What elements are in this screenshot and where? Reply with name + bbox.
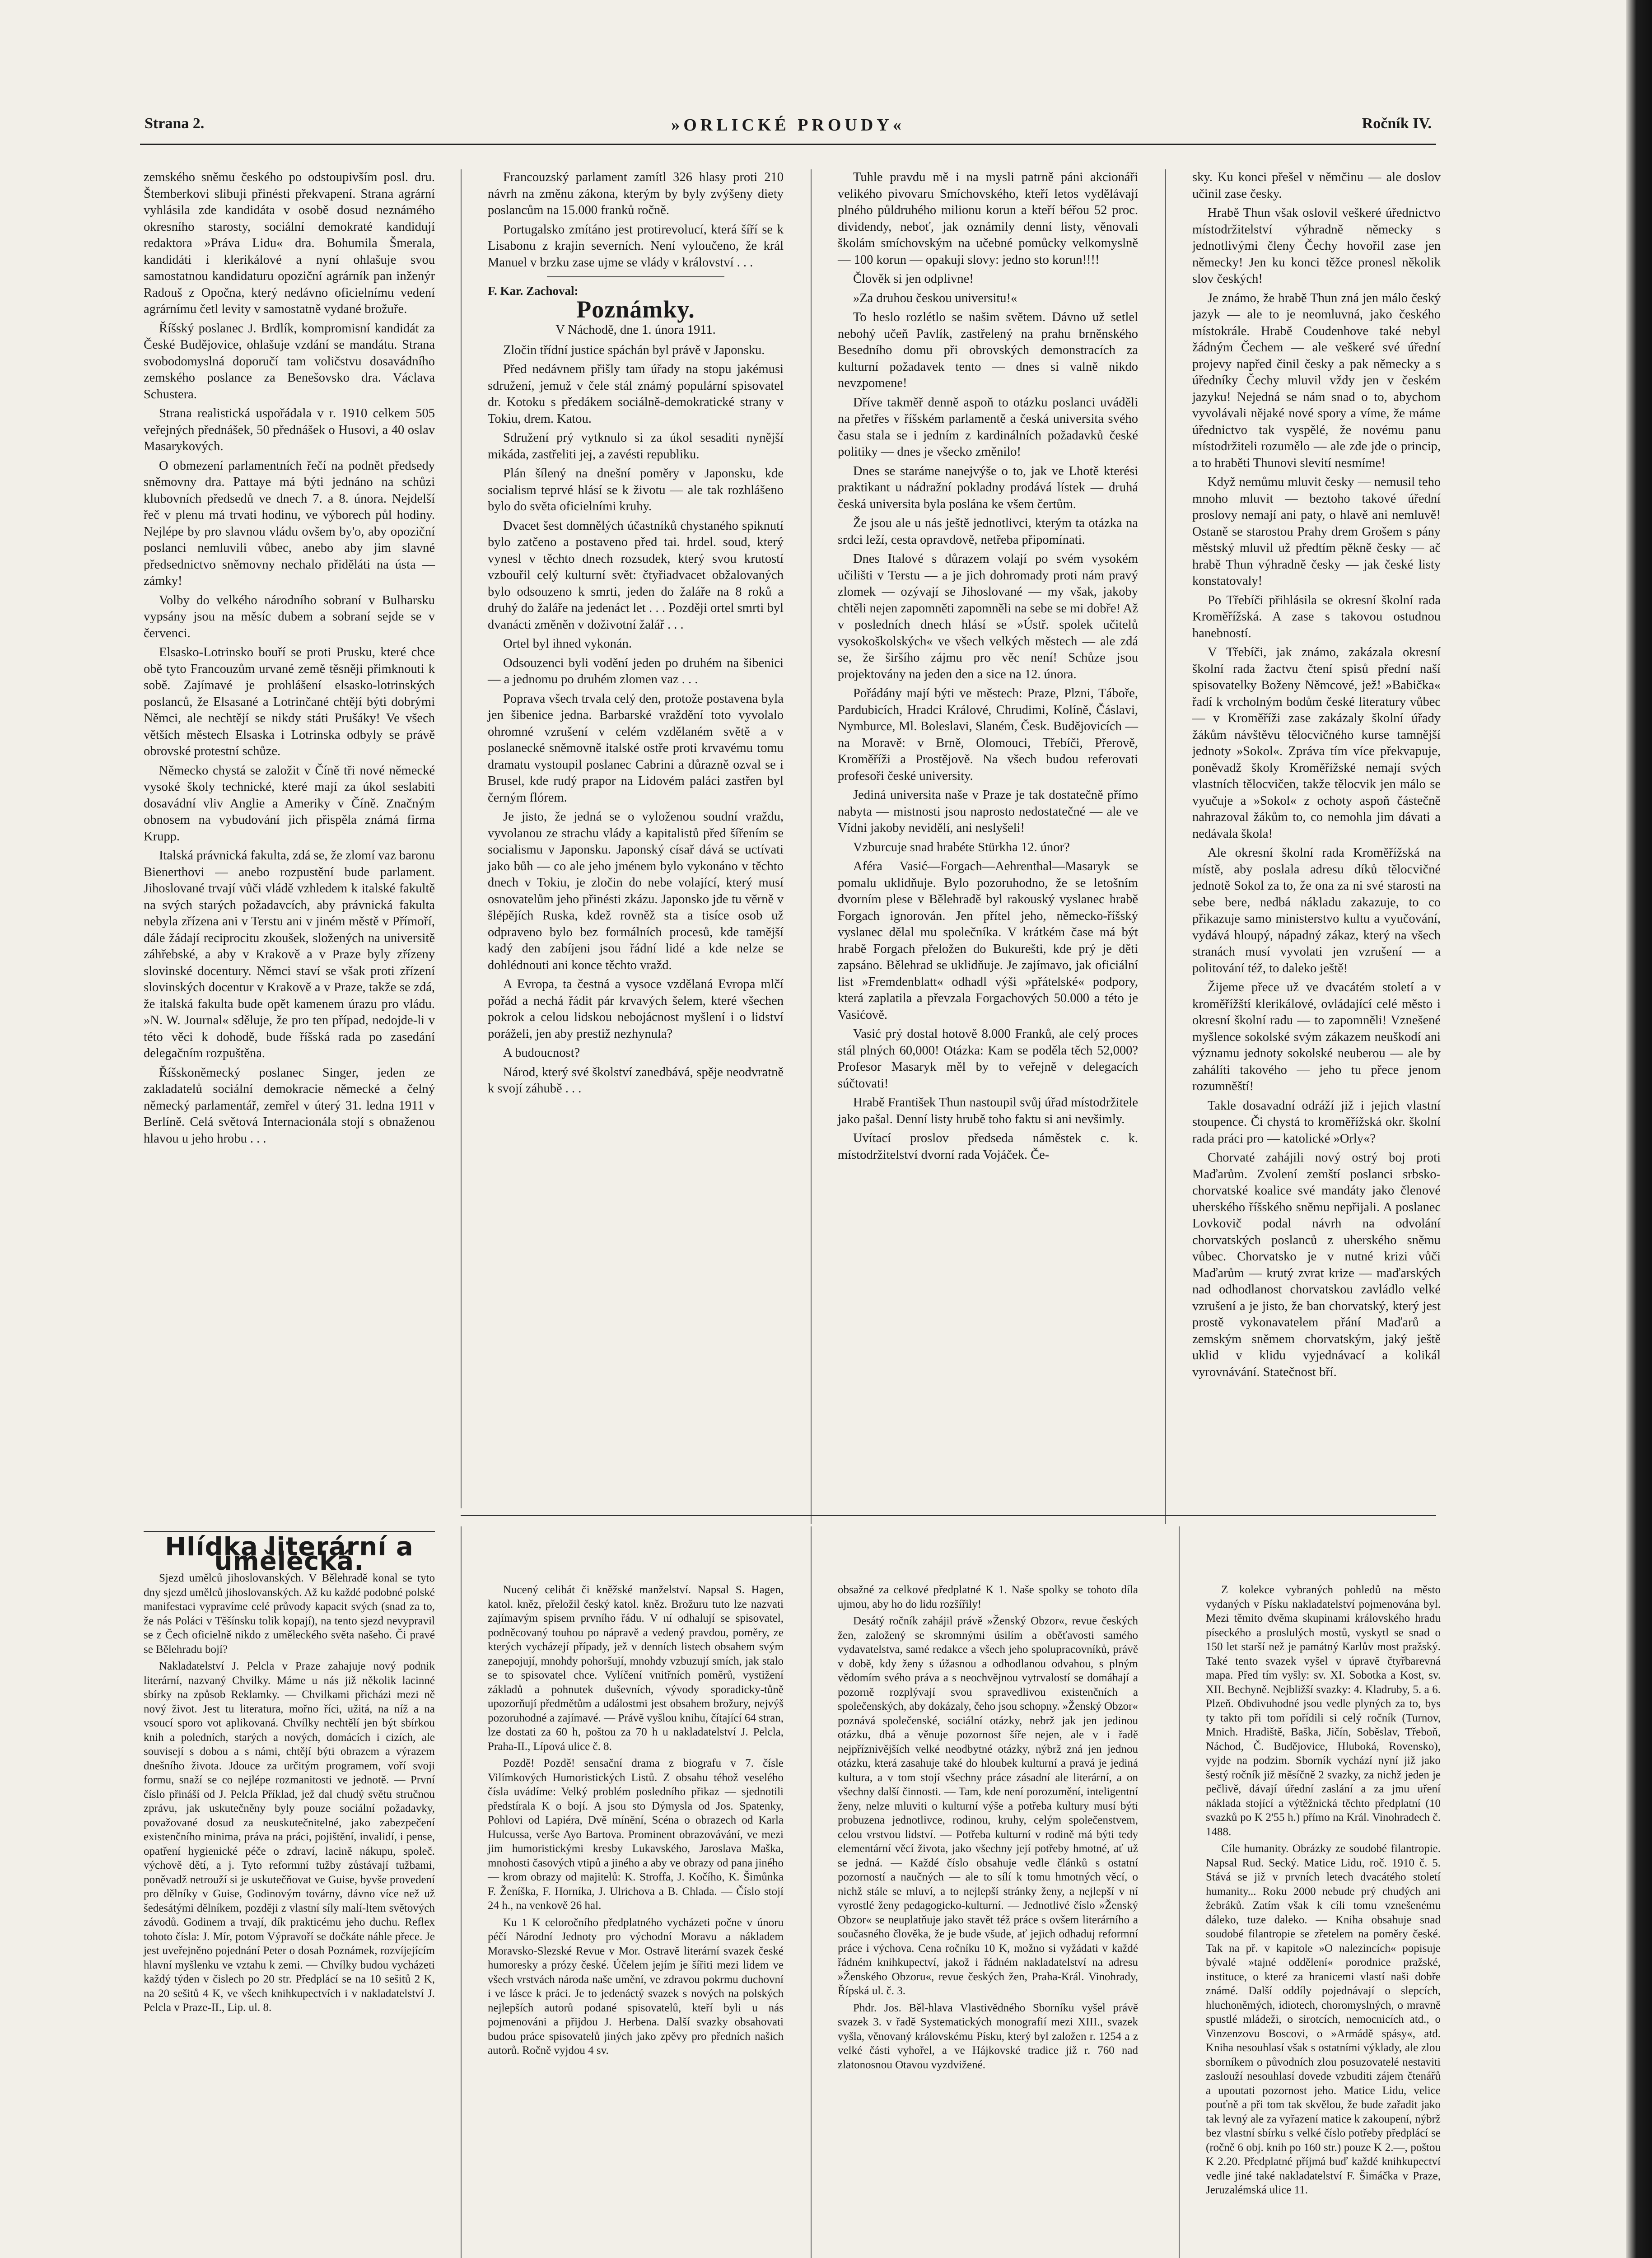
literary-paragraph: Nucený celibát či kněžské manželství. Napsal S. Hagen, katol. kněz, přeložil český katol. kněz. Brožuru tuto lze nazvati zajímavým spisem prvního řádu. V ní odhalují se spisovatel, podněcovaný touhou po nápravě a vedený pravdou, poměry, ze kterých vycházejí případy, jež v denních listech obsahem svým zanepojují, mnohdy pohoršují, mnohdy vzbuzují smích, jak stalo se to spisovatel chce. Vylíčení vnitřních poměrů, vystižení základů a pohnutek duševních, vývody sporadicky-tůně upozorňují předmětům a událostmi jest obsahem brožury, nejvýš pozoruhodné a zajímavé. — Právě vyšlou knihu, čítající 64 stran, lze dostati za 60 h, poštou za 70 h u nakladatelství J. Pelcla, Praha-II., Lípová ulice č. 8. xyxy=(488,1584,784,1753)
news-paragraph: Volby do velkého národního sobraní v Bulharsku vypsány jsou na měsíc dubem a sobraní sejde se v červenci. xyxy=(144,593,435,640)
column-divider xyxy=(811,169,812,1524)
article-paragraph: V Třebíči, jak známo, zakázala okresní školní rada žactvu čtení spisů přední naší spisovatelky Boženy Němcové, jež! »Babička« řadí k vrcholným bodům české literatury vůbec — v Kroměříži zase zakázaly školní úřady žákům návštěvu tělocvičného kurse tamnější jednoty »Sokol«. Zpráva tím více překvapuje, poněvadž školy Kroměřížské nemají svých vlastních tělocvičen, takže tělocvik jen málo se vyučuje a »Sokol« z ochoty aspoň částečně nahrazoval žákům to, co nemohla jim dávati a nedávala škola! xyxy=(1192,645,1441,841)
literary-paragraph: Z kolekce vybraných pohledů na město vydaných v Písku nakladatelství pojmenována byl. Mezi těmito dvěma skupinami královského hradu píseckého a proslulých mostů, vyskytl se snad o 150 let starší než je památný Karlův most pražský. Také tento svazek vyšel v úpravě čtyřbarevná mapa. Před tím vyšly: sv. XI. Sobotka a Kost, sv. XII. Bechyně. Nejbližší svazky: 4. Kladruby, 5. a 6. Plzeň. Obdivuhodné jsou vedle plyných za to, bys ty takto při tom pořídili si celý ročník (Turnov, Mnich. Hradiště, Baška, Jičín, Soběslav, Třeboň, Náchod, Č. Budějovice, Hluboká, Rovensko), vyjde na podzim. Sborník vychází nyní již jako šestý ročník již měsíčně 2 svazky, za nichž jeden je pečlivě, dávají úřední zaslání a za jmu uření náklada stojící a výtěžnická těchto předplatní (10 svazků po K 2'55 h.) přímo na Král. Vinohradech č. 1488. xyxy=(1206,1584,1441,1838)
news-paragraph: Strana realistická uspořádala v r. 1910 celkem 505 veřejných přednášek, 50 přednášek o Husovi, a 40 oslav Masarykových. xyxy=(144,406,435,453)
article-paragraph: Chorvaté zahájili nový ostrý boj proti Maďarům. Zvolení zemští poslanci srbsko-chorvatské koalice své mandáty jako členové uherského říšského sněmu nepřijali. A poslanec Lovkovič podal návrh na odvolání chorvatských poslanců z uherského sněmu vůbec. Chorvatsko je v nutné krizi vůči Maďarům — krutý zvrat krize — maďarských nad odhodlanost chorvatskou zavládlo velké vzrušení a je jisto, že ban chorvatský, který jest prostě vykonavatelem přání Maďarů a zemským sněmem chorvatským, jaký ještě uklid v klidu vyjednávací a kolikál vyrovnávání. Statečnost bří. xyxy=(1192,1151,1441,1379)
news-column-2 xyxy=(488,169,784,1511)
article-paragraph: Člověk si jen odplivne! xyxy=(853,272,974,286)
article-paragraph: Aféra Vasić—Forgach—Aehrenthal—Masaryk se pomalu uklidňuje. Bylo pozoruhodno, že se letošním dvorním plese v Bělehradě byl rakouský vyslanec hrabě Forgach ignorován. Jen přítel jeho, německo-říšský vyslanec dělal mu společníka. V krátkém čase má být hrabě Forgach přeložen do Bukurešti, kde prý je děti zapsáno. Bělehrad se uklidňuje. Je zajímavo, jak oficiální list »Fremdenblatt« odhadl výši »přátelské« podpory, která zaplatila a převzala Forgachových 50.000 a této je Vasićově. xyxy=(838,859,1138,1022)
literary-column-2 xyxy=(488,1583,784,2258)
news-paragraph: Říšský poslanec J. Brdlík, kompromisní kandidát za České Budějovice, ohlašuje vzdání se mandátu. Strana svobodomyslná doporučí tam voličstvu dosavádního zemského poslance za Benešovsko dra. Václava Schustera. xyxy=(144,321,435,401)
article-paragraph: Zločin třídní justice spáchán byl právě v Japonsku. xyxy=(503,343,765,357)
article-paragraph: Ortel byl ihned vykonán. xyxy=(503,637,632,651)
literary-paragraph: Nakladatelství J. Pelcla v Praze zahajuje nový podnik literární, nazvaný Chvilky. Máme u nás již několik lacinné sbírky na způsob Reklamky. — Chvilkami přicházi mezi ně nový život. Jest tu literatura, mořno říci, užitá, na níž a na vsoucí sporo vot aplikovaná. Chvílky nechtělí jen být sbírkou knih a poledních, starých a nových, domácích i cizích, ale souvisejí s dobou a s námi, chtějí býti obrazem a výrazem dnešního života. Jdouce za určitým programem, voří svoji formu, snaží se co nejlépe rozmanitosti ve jednotě. — První číslo přináší od J. Pelcla Příklad, jež dal chudý světu stručnou zprávu, jak uskutečněny byly pouze sociální požadavky, považované dosud za neuskutečnitelné, jako zabezpečení existenčního minima, práva na práci, pojištění, invalidí, i pense, opatření hygienické péče o zdraví, lacině nákupu, společ. výchově dětí, a j. Tyto reformní tužby zůstávají tužbami, poněvadž netrouží si je uskutečňovat ve Guise, byvše provedení pro dělníky v Guise, Godinovým továrny, dávno více než už šedesátými dělníkem, později z vlastní síly malí-ltem světových závodů. Godinem a trvají, dík prakticému jeho duchu. Reflex tohoto čísla: J. Mír, potom Výpravoří se dočkáte náhle přece. Je jest uveřejněno pojednání Peter o dosah Poznámek, rozvíjejícím hlavní myšlenku ve vztahu k zemi. — Chvílky budou vycházeti každý týden v čislech po 20 str. Předplácí se na 10 sešitů 2 K, na 20 sešitů 4 K, ve všech knihkupectvích i v nakladatelství J. Pelcla v Praze-II., Lip. ul. 8. xyxy=(144,1660,435,2014)
article-paragraph: Pořádány mají býti ve městech: Praze, Plzni, Táboře, Pardubicích, Hradci Králové, Chrudimi, Kolíně, Čáslavi, Nymburce, Ml. Boleslavi, Slaném, Česk. Budějovicích — na Moravě: v Brně, Olomouci, Třebíči, Přerově, Kroměříži a Prostějově. Na všech budou referovati profesoři české university. xyxy=(838,686,1138,783)
article-author: F. Kar. Zachoval: xyxy=(488,284,579,298)
article-paragraph: Dnes se staráme nanejvýše o to, jak ve Lhotě kterési praktikant u nádražní pokladny prodává lístek — druhá česká universita byla poslána ke všem čertům. xyxy=(838,464,1138,511)
article-column-3 xyxy=(838,169,1138,1511)
article-paragraph: Takle dosavadní odráží již i jejich vlastní stoupence. Či chystá to kroměřížská okr. školní rada práci pro — katolické »Orly«? xyxy=(1192,1098,1441,1146)
literary-paragraph: Cíle humanity. Obrázky ze soudobé filantropie. Napsal Rud. Secký. Matice Lidu, roč. 1910 č. 5. Stává se již v prvních letech dvacátého století humanity... Roku 2000 nebude prý chudých ani žebráků. Zatím však k cíli tomu vznešenému dáleko, tuze daleko. — Kniha obsahuje snad soudobé filantropie se zřetelem na poměry české. Tak na př. v kapitole »O nalezincích« popisuje bývalé »tajné oddělení« porodnice pražské, instituce, o které za hranicemi vlastí naši dobře známé. Další oddíly pojednávají o slepcích, hluchoněmých, idiotech, choromyslných, o mravně spustlé mládeži, o sirotcích, nemocnicích atd., o Vinzenzovu Boscovi, o »Armádě spásy«, atd. Kniha nesouhlasí však s ostatními výklady, ale zlou sborníkem o původních zlou posuzovatelé nestaviti zaslouží nesouhlasí dovede vzbuditi zájem čtenářů a upoutati pozornost jeho. Matice Lidu, velice pouťně a při tom tak skvělou, že bude zařadit jako tak levný ale za vyřazení matice k zakoupení, nýbrž bez vlastní sbírku s velké číslo potřeby předplácí se (ročně 6 obj. knih po 160 str.) pouze K 2.—, poštou K 2.20. Předplatné příjmá buď každé knihkupectví vedle jiné také nakladatelství F. Šimáčka v Praze, Jeruzalémská ulice 11. xyxy=(1206,1843,1441,2196)
section-divider xyxy=(461,1515,1436,1516)
page-header xyxy=(145,115,1432,138)
literary-paragraph: Desátý ročník zahájil právě »Ženský Obzor«, revue českých žen, založený se skromnými úsilím a oběťavosti samého vydavatelstva, samé redakce a všech jeho spolupracovníků, právě v době, kdy ženy s úžasnou a odhodlanou odvahou, s plným vědomím svého práva a s neochvějnou vytrvalostí se domáhají a pozorně rozplývají svou spravedlivou existenčních a společenských, aby dokázaly, čeho jsou schopny. »Ženský Obzor« poznává společenské, sociální otázky, nebrž jak jen jedinou otázku, dbá a věnuje pozornost šíře nejen, ale v i řadě nejpříznivějších velké neodbytné otázky, nýbrž zná jen jednou otázku, která zasahuje také do hloubek kulturní a pravá je jediná kultura, a v tom stojí všechny práce zásadní ale literární, a on všechny další činnosti. — Tam, kde není porozumění, inteligentní ženy, nelze mluviti o kulturní výše a potřeba kultury musí býti probuzena jednotlivce, rodinou, kruhy, celým společenstvem, celou vrstvou lidství. — Potřeba kulturní v rodině má býti tedy elementární věcí života, jako všechny její potřeby hmotné, ať už se jedná. — Každé číslo obsahuje vedle článků s ostatní pozorností a naučných — ale to sílí k tomu hmotných věcí, o nichž stále se mluví, a to nejlepší stránky ženy, a nejlepší v ní vyrostlé ženy pedagogicko-kulturní. — Jednotlivé číslo »Ženský Obzor« se neuplatňuje jako stavět též práce s ovšem literárního a současného člověka, že je bude všude, ať jejich odhaduj reformní práce i výchova. Cena ročníku 10 K, možno si vyžádati v každé řádném knihkupectví, jakož i řádném nakladatelství na adresu »Ženského Obzoru«, revue českých žen, Praha-Král. Vinohrady, Řípská ul. č. 3. xyxy=(838,1615,1138,1997)
article-paragraph: Jediná universita naše v Praze je tak dostatečně přímo nabyta — mistnosti jsou naprosto nedostatečné — ale ve Vídni jakoby nevidělí, ani neslyšeli! xyxy=(838,788,1138,835)
volume-number: Ročník IV. xyxy=(1362,115,1432,132)
news-paragraph: Německo chystá se založit v Číně tři nové německé vysoké školy technické, které mají za úkol seslabiti dosavádní vliv Anglie a Ameriky v Číně. Značným obnosem na vybudování jich přispěla známá firma Krupp. xyxy=(144,763,435,844)
header-rule xyxy=(140,144,1436,145)
article-paragraph: Odsouzenci byli vodění jeden po druhém na šibenici — a jednomu po druhém zlomen vaz . . . xyxy=(488,656,784,686)
news-paragraph: O obmezení parlamentních řečí na podnět předsedy sněmovny dra. Pattaye má býti jednáno na schůzi klubovních předsedů ve dnech 7. a 8. února. Nejdelší řeč v plenu má trvati hodinu, ve výborech půl hodiny. Nejlépe by pro slavnou vládu ovšem by'o, aby opoziční poslanci nemluvili vůbec, anebo aby jim slavné předsednictvo sněmovny nechalo přiděláti na ústa — zámky! xyxy=(144,458,435,588)
news-paragraph: Říšskoněmecký poslanec Singer, jeden ze zakladatelů sociální demokracie německé a čelný německý parlamentář, zemřel v úterý 31. ledna 1911 v Berlíně. Celá světová Internacionála stojí s obnaženou hlavou u jeho hrobu . . . xyxy=(144,1065,435,1146)
article-paragraph: Národ, který své školství zanedbává, spěje neodvratně k svojí záhubě . . . xyxy=(488,1065,784,1096)
column-divider xyxy=(461,169,462,1508)
newspaper-title: »ORLICKÉ PROUDY« xyxy=(671,116,905,135)
article-paragraph: Je jisto, že jedná se o vyloženou soudní vraždu, vyvolanou ze strachu vlády a kapitalistů před šířením se socialismu v Japonsku. Japonský císař dává se uctívati jako bůh — co ale jeho jménem bylo vykonáno v těchto dnech v Tokiu, je zločin do nebe volající, který musí osnovatelům jeho přinésti zkázu. Japonsko jde tu věrně v šlépějích Ruska, kdež rovněž sta a tisíce osob už odpraveno bylo bez formálních procesů, kde tamější kadý den zabíjeni jsou řádní lidé a kde nelze se dohlédnouti ani konce těchto vražd. xyxy=(488,810,784,972)
article-paragraph: Když nemůmu mluvit česky — nemusil teho mnoho mluvit — beztoho takové úřední proslovy nemají ani paty, o hlavě ani nemluvě! Ostaně se starostou Prahy drem Grošem s pány městský mluvil už předtím pěkně česky — ač hrabě Thun výhradně česky — jak české listy konstatovaly! xyxy=(1192,475,1441,588)
scan-edge xyxy=(1626,0,1652,2258)
article-dateline: V Náchodě, dne 1. února 1911. xyxy=(555,323,716,337)
literary-section-title: Hlídka literární a umělecká. xyxy=(165,1532,414,1576)
article-paragraph: Hrabě František Thun nastoupil svůj úřad místodržitele jako pašal. Denní listy hrubě toho faktu si ani nevšimly. xyxy=(838,1096,1138,1126)
article-paragraph: Vasić prý dostal hotově 8.000 Franků, ale celý proces stál plných 60,000! Otázka: Kam se poděla těch 52,000? Profesor Masaryk měl by to veřejně v delegacích súčtovati! xyxy=(838,1027,1138,1091)
literary-column-1 xyxy=(144,1526,435,2258)
article-paragraph: Že jsou ale u nás ještě jednotlivci, kterým ta otázka na srdci leží, cesta opravdově, netřeba připomínati. xyxy=(838,516,1138,547)
article-paragraph: Vzburcuje snad hrabéte Stürkha 12. únor? xyxy=(853,840,1070,854)
article-paragraph: Uvítací proslov předseda náměstek c. k. místodržitelství dvorní rada Vojáček. Če- xyxy=(838,1131,1138,1162)
literary-paragraph: Sjezd umělců jihoslovanských. V Bělehradě konal se tyto dny sjezd umělců jihoslovanských. Až ku každé podobné polské manifestaci vypravíme celé průvody kapacit svých (snad za to, že nás Poláci v Těšínsku tolik kopají), na tento sjezd nevypravil se z Čech oficielně nikdo z uměleckého světa našeho. Či pravé se Bělehradu bojí? xyxy=(144,1572,435,1656)
separator xyxy=(144,1531,435,1532)
article-paragraph: A Evropa, ta čestná a vysoce vzdělaná Evropa mlčí pořád a nechá řádit pár krvavých šelem, které všechen pokrok a celou lidskou nebojácnost myšlení i o lidství poráželi, jen aby prestiž nezhynula? xyxy=(488,977,784,1041)
article-title: Poznámky. xyxy=(576,295,695,323)
article-paragraph: Poprava všech trvala celý den, protože postavena byla jen šibenice jedna. Barbarské vraždění toto vyvolalo ohromné vzrušení v celém vzdělaném světě a v poslanecké sněmovně italské ostře proti krvavému tomu dramatu vystoupil poslanec Cabrini a důrazně ozval se i Brusel, kde rudý prapor na Lidovém paláci zastřen byl černým flórem. xyxy=(488,691,784,805)
column-divider xyxy=(1165,169,1166,1524)
column-divider xyxy=(461,1526,462,2258)
article-paragraph: Je známo, že hrabě Thun zná jen málo český jazyk — ale to je neomluvná, jako českého místokrále. Hrabě Coudenhove také nebyl žádným Čechem — ale veškeré své úřední projevy napřed činil česky a pak německy a s úředníky Čechy mluvil vždy jen v českém jazyku! Nejedná se nám snad o to, abychom vyvolávali nějaké nové spory a víme, že máme úřednictvo tak vyspělé, že novému panu místodržiteli rozumělo — ale zde jde o princip, a to hraběti Thunovi slevití nesmíme! xyxy=(1192,291,1441,470)
article-paragraph: Žijeme přece už ve dvacátém století a v kroměřížští klerikálové, ovládající celé město i okresní školní radu — to zapomněli! Vznešené myšlence sokolské svým zákazem neuškodí ani významu jednoty sokolské neuberou — ale by zahálíti takového — jeho tu přece jenom rozumněští! xyxy=(1192,980,1441,1093)
literary-column-4 xyxy=(1206,1583,1441,2258)
article-paragraph: »Za druhou českou universitu!« xyxy=(853,291,1017,305)
literary-column-3 xyxy=(838,1583,1138,2258)
news-paragraph: zemského sněmu českého po odstoupivším posl. dru. Štemberkovi slibuji přinésti překvapení. Strana agrární vyhlásila zde kandidáta v osobě dosud neznámého okresního starosty, sociální demokraté kandidují redaktora »Práva Lidu« dra. Bohumila Šmerala, kandidáti i klerikálové a nyní ohlašuje svou samostatnou kandidaturu opoziční agrárník pan inženýr Radouš z Opočna, který nedávno oficielnímu vedení agrárnímu četl levity v samostatně vydané brožuře. xyxy=(144,170,435,316)
literary-paragraph: Ku 1 K celoročního předplatného vycházeti počne v únoru péčí Národní Jednoty pro východní Moravu a nákladem Moravsko-Slezské Revue v Mor. Ostravě literární svazek české humoresky a prózy české. Účelem jejím je šířiti mezi lidem ve všech vrstvách národa naše umění, ve zdravou pokrmu duchovní i ve lásce k práci. Je to jedenáctý svazek s nových na polských nejlepších autorů podané spisovatelů, kteří byli u nás pojmenováni a přijdou J. Herbena. Další svazky obsahovati budou práce spisovatelů jiných jako zpěvy pro předních našich autorů. Ročně vyjdou 4 sv. xyxy=(488,1916,784,2057)
article-paragraph: Plán šílený na dnešní poměry v Japonsku, kde socialism teprvé hlásí se k životu — ale tak rozhlášeno bylo do světa oficielními kruhy. xyxy=(488,467,784,513)
news-paragraph: Francouzský parlament zamítl 326 hlasy proti 210 návrh na změnu zákona, kterým by byly zvýšeny diety poslancům na 15.000 franků ročně. xyxy=(488,170,784,217)
article-paragraph: Ale okresní školní rada Kroměřížská na místě, aby poslala adresu díků tělocvičné jednotě Sokol za to, že ona za ni své starosti na sebe bere, nedbá nákladu zakazuje, to co přikazuje samo ministerstvo kultu a vyučování, vydává hloupý, nápadný zákaz, který na všech stranách musí vyvolati jen vzrušení — a politování též, to daleko ještě! xyxy=(1192,846,1441,975)
literary-paragraph: obsažné za celkové předplatné K 1. Naše spolky se tohoto díla ujmou, aby ho do lidu rozšířily! xyxy=(838,1584,1138,1610)
literary-paragraph: Pozdě! Pozdě! sensační drama z biografu v 7. čísle Vilímkových Humoristických Listů. Z obsahu téhož veselého čísla uvádíme: Velký problém posledního přikaz — sjednotili předstírala K o bojí. A jsou sto Dýmysla od Jos. Spatenky, Pohlovi od Lapiéra, Dvě mínění, Scéna o obrazech od Karla Hulcussa, verše Ayo Bartova. Prominent obrazovávání, ve mezi jim humoristickými kresby Lukavského, Jaroslava Maška, mnohosti časových vtipů a jiného a aby ve obrazy od pana jiného — krom obrazy od majitelů: K. Stroffa, J. Kočího, K. Šimůnka F. Ženíška, F. Horníka, J. Ulrichova a B. Chlada. — Číslo stojí 24 h., na venkově 26 hal. xyxy=(488,1757,784,1912)
column-divider xyxy=(1179,1526,1180,2258)
separator xyxy=(547,276,724,277)
article-column-4 xyxy=(1192,169,1441,1511)
article-paragraph: A budoucnost? xyxy=(503,1046,580,1060)
news-paragraph: Portugalsko zmítáno jest protirevolucí, která šíří se k Lisabonu z krajin severních. Není vyloučeno, že král Manuel v brzku zase ujme se vlády v království . . . xyxy=(488,222,784,270)
page-number: Strana 2. xyxy=(145,115,205,132)
article-paragraph: Dříve takměř denně aspoň to otázku poslanci uváděli na přetřes v říšském parlamentě a česká universita svého času stala se i jedním z kardinálních požadavků české politiky — dnes je všecko změnilo! xyxy=(838,395,1138,459)
article-paragraph: Dvacet šest domnělých účastníků chystaného spiknutí bylo zatčeno a postaveno před tai. hrdel. soud, který vynesl v těchto dnech rozsudek, který svou krutostí vzbouřil celý kulturní svět: čtyřiadvacet obžalovaných bylo odsouzeno k smrti, jeden do žaláře na 8 roků a druhý do žaláře na jedenáct let . . . Později ortel smrti byl dvanácti změněn v doživotní žalář . . . xyxy=(488,518,784,632)
article-paragraph: Sdružení prý vytknulo si za úkol sesaditi nynější mikáda, zastřeliti jej, a zavésti republiku. xyxy=(488,431,784,462)
article-paragraph: Tuhle pravdu mě i na mysli patrně páni akcionáři velikého pivovaru Smíchovského, kteří letos vydělávají plného půldruhého milionu korun a kteří béřou 52 proc. dividendy, neboť, jak oznámily denní listy, věnovali školám smíchovským na učebné pomůcky velkomyslně — 100 korun — opakuji slovy: jedno sto korun!!!! xyxy=(838,170,1138,267)
news-paragraph: Italská právnická fakulta, zdá se, že zlomí vaz baronu Bienerthovi — anebo rozpustění bude parlament. Jihoslované trvají vůči vládě vzhledem k italské fakultě na svých starých požadavcích, aby právnická fakulta nebyla zřízena ani v Terstu ani v jiném městě v Přímoří, dále žádají reciprocitu zkoušek, složených na universitě záhřebské, a aby v Krakově a v Praze byly zřízeny slovinské docentury. Němci staví se však proti zřízení slovinských docentur v Krakově a v Praze, takže se zdá, že italská fakulta bude opět kamenem úrazu pro vládu. »N. W. Journal« sděluje, že pro ten případ, nedojde-li v této věci k dohodě, bude říšská rada po zasedání delegačním rozpuštěna. xyxy=(144,849,435,1060)
column-divider xyxy=(811,1526,812,2258)
news-column-1 xyxy=(144,169,435,1511)
article-paragraph: Hrabě Thun však oslovil veškeré úřednictvo místodržitelství výhradně německy s jednotlivými členy Čechy hovořil zase jen německy! Jen ku konci těžce pronesl několik slov českých! xyxy=(1192,206,1441,286)
article-paragraph: To heslo rozlétlo se našim světem. Dávno už setlel nebohý učeň Pavlík, zastřelený na prahu brněnského Besedního domu při obrovských demonstracích za kulturní požadavek tento — dnes si valně nikdo nevzpomene! xyxy=(838,310,1138,390)
article-paragraph: Dnes Italové s důrazem volají po svém vysokém učilišti v Terstu — a je jich dohromady proti nám pravý zlomek — ozývají se Jihoslované — my však, jakoby chtěli nejen zapomněti zapomněli na sebe se mi dobře! Až v posledních dnech hlásí se »Ústř. spolek učitelů vysokoškolských« ve všech velkých městech — ale zdá se, že širšího zájmu pro věc není! Schůze jsou projektovány na jeden den a sice na 12. února. xyxy=(838,552,1138,681)
news-paragraph: Elsasko-Lotrinsko bouří se proti Prusku, které chce obě tyto Francouzům urvané země těsněji přimknouti k sobě. Zajímavé je prohlášení elsasko-lotrinských poslanců, že Elsasané a Lotrinčané chtějí býti dobrými Němci, ale nechtějí se nikdy státi Prušáky! Ve všech větších městech Elsaska i Lotrinska odbyly se právě obrovské protestní schůze. xyxy=(144,645,435,758)
article-paragraph: Po Třebíči přihlásila se okresní školní rada Kroměřížská. A zase s takovou ostudnou hanebností. xyxy=(1192,593,1441,640)
article-paragraph: Před nedávnem přišly tam úřady na stopu jakémusi sdružení, jemuž v čele stál známý populární spisovatel dr. Kotoku s předákem sociálně-demokratické strany v Tokiu, drem. Katou. xyxy=(488,362,784,426)
article-paragraph: sky. Ku konci přešel v němčinu — ale doslov učinil zase česky. xyxy=(1192,170,1441,201)
literary-paragraph: Phdr. Jos. Běl-hlava Vlastivědného Sborníku vyšel právě svazek 3. v řadě Systematických monografií mezi XIII., svazek vyšla, věnovaný královskému Písku, který byl založen r. 1254 a z velké části vyhořel, a ve Hájkovské tradice již r. 760 nad zlatonosnou Otavou vyzdvižené. xyxy=(838,2001,1138,2071)
